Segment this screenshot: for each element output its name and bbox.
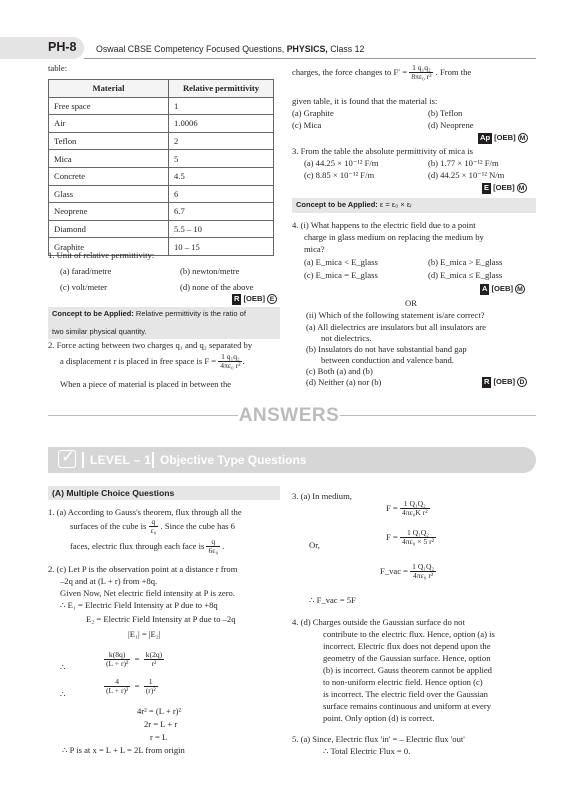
answer-1-line1: 1. (a) According to Gauss's theorem, flux through all the <box>48 507 242 517</box>
therefore-symbol-2: ∴ <box>60 689 66 699</box>
question-1-text: 1. Unit of relative permittivity: <box>48 250 155 260</box>
answer-2-line3: Given Now, Net electric field intensity at P is zero. <box>60 588 236 598</box>
answer-2-line2: –2q and at (L + r) from +8q. <box>60 576 158 586</box>
table-cell: 4.5 <box>169 167 274 185</box>
question-4-line1: 4. (i) What happens to the electric field due to a point <box>292 220 476 230</box>
q3-option-a: (a) 44.25 × 10⁻¹² F/m <box>304 158 379 168</box>
q1-difficulty-tag: R [OEB] E <box>232 294 277 305</box>
table-row <box>49 220 274 238</box>
q1-option-b: (b) newton/metre <box>180 266 240 276</box>
level-label: LEVEL – 1 <box>90 453 152 467</box>
concept-box-2: Concept to be Applied: ε = ε₀ × εᵣ <box>292 198 536 213</box>
answers-heading: ANSWERS <box>238 405 340 426</box>
q4-option-a: (a) E_mica < E_glass <box>304 257 378 267</box>
answer-3-formula1: F = $\frac{\text{1 Q₁Q₂}}{\text{4πε₀K r²}}$ <box>386 499 428 518</box>
answer-4-line9: point. Only option (d) is correct. <box>323 713 435 723</box>
q2-option-d: (d) Neoprene <box>428 120 474 130</box>
answer-3-formula4: ∴ F_vac = 5F <box>309 595 356 605</box>
answer-4-line8: surface remains continuous and uniform at every <box>323 701 491 711</box>
table-cell: Neoprene <box>49 203 169 221</box>
answer-2-eq5: r = L <box>150 732 168 742</box>
table-cell: Mica <box>49 150 169 168</box>
table-cell: Glass <box>49 185 169 203</box>
question-3-text: 3. From the table the absolute permittivity of mica is <box>292 146 473 156</box>
level-subtitle: Objective Type Questions <box>160 453 307 467</box>
table-cell: Air <box>49 115 169 133</box>
q1-option-d: (d) none of the above <box>180 282 254 292</box>
q4-option-c: (c) E_mica = E_glass <box>304 270 378 280</box>
q2-new-force-fraction: $\frac{\text{1 q₁q₂}}{\text{8πε₀ r²}}$ <box>411 63 432 82</box>
table-cell: Concrete <box>49 167 169 185</box>
question-2-line2: a displacement r is placed in free space is F = $\frac{\text{1 q₁q₂}}{\text{4πε₀ r²}}$ . <box>60 352 245 371</box>
q3-option-d: (d) 44.25 × 10⁻¹² N/m <box>428 170 505 180</box>
q3-option-b: (b) 1.77 × 10⁻¹² F/m <box>428 158 499 168</box>
q2-continued: charges, the force changes to F′ = $\frac{\text{1 q₁q₂}}{\text{8πε₀ r²}}$ . From the <box>292 63 472 82</box>
table-header-material: Material <box>49 80 169 98</box>
q4-ii-option-a: (a) All dielectrics are insulators but all insulators are <box>306 322 486 332</box>
question-2-line3: When a piece of material is placed in between the <box>60 379 232 389</box>
q3-option-c: (c) 8.85 × 10⁻¹² F/m <box>304 170 375 180</box>
answer-3-formula3: F_vac = $\frac{\text{1 Q₁Q₂}}{\text{4πε₀ r²}}$ <box>380 562 435 581</box>
page-code: PH-8 <box>48 40 77 54</box>
table-row <box>49 132 274 150</box>
q2-force-fraction: $\frac{\text{1 q₁q₂}}{\text{4πε₀ r²}}$ <box>220 352 241 371</box>
table-row <box>49 167 274 185</box>
answer-2-line4: ∴ E₁ = Electric Field Intensity at P due to +8q <box>60 600 218 610</box>
q2-option-b: (b) Teflon <box>428 108 463 118</box>
section-title: (A) Multiple Choice Questions <box>52 488 175 498</box>
q2-option-a: (a) Graphite <box>292 108 334 118</box>
permittivity-table <box>48 79 274 256</box>
answer-2-eq3: 4r² = (L + r)² <box>137 706 182 716</box>
q4-option-b: (b) E_mica > E_glass <box>428 257 503 267</box>
answer-3-formula2: F = $\frac{\text{1 Q₁Q₂}}{\text{4πε₀ × 5 r²}}$ <box>386 528 434 547</box>
level-divider <box>82 452 84 468</box>
table-cell: 10 – 15 <box>169 238 274 256</box>
table-header-permittivity: Relative permittivity <box>169 80 274 98</box>
q1-option-a: (a) farad/metre <box>60 266 112 276</box>
q4-ii-difficulty-tag: R [OEB] D <box>482 377 527 388</box>
table-cell: Free space <box>49 97 169 115</box>
question-4-line2: charge in glass medium on replacing the medium by <box>304 232 484 242</box>
answer-4-line2: contribute to the electric flux. Hence, option (a) is <box>323 629 495 639</box>
therefore-symbol: ∴ <box>60 662 66 672</box>
q4-ii-option-c: (c) Both (a) and (b) <box>306 366 373 376</box>
answer-2-conclusion: ∴ P is at x = L + L = 2L from origin <box>62 745 185 755</box>
table-row <box>49 185 274 203</box>
q3-difficulty-tag: E [OEB] M <box>482 183 527 194</box>
table-cell: 2 <box>169 132 274 150</box>
table-cell: Graphite <box>49 238 169 256</box>
answer-3-line1: 3. (a) In medium, <box>292 491 352 501</box>
table-row <box>49 97 274 115</box>
answer-4-line3: incorrect. Electric flux does not depend upon the <box>323 641 491 651</box>
answer-4-line4: geometry of the Gaussian surface. Hence, option <box>323 653 491 663</box>
table-cell: 1.0006 <box>169 115 274 133</box>
answer-2-eq4: 2r = L + r <box>144 719 178 729</box>
answer-2-eq1: $\frac{k(8q)}{\text{(L + r)²}}$ = $\frac{k(2q)}{\text{r²}}$ <box>106 650 163 669</box>
concept-box-1: Concept to be Applied: Relative permittivity is the ratio of two similar physical quantity. <box>48 307 280 339</box>
q2-difficulty-tag: Ap [OEB] M <box>478 133 528 144</box>
q1-option-c: (c) volt/meter <box>60 282 108 292</box>
table-cell: 6 <box>169 185 274 203</box>
answer-5-line1: 5. (a) Since, Electric flux 'in' = – Electric flux 'out' <box>292 734 465 744</box>
q4-difficulty-tag: A [OEB] M <box>480 284 525 295</box>
book-title: Oswaal CBSE Competency Focused Questions, PHYSICS, Class 12 <box>96 44 365 54</box>
table-cell: 6.7 <box>169 203 274 221</box>
answer-1-line2: surfaces of the cube is $\frac{q}{\text{ε₀}}$ . Since the cube has 6 <box>70 517 235 536</box>
question-2-line1: 2. Force acting between two charges q₁ and q₂ separated by <box>48 340 253 350</box>
header-rule <box>84 58 536 59</box>
table-row <box>49 150 274 168</box>
q4-ii-option-d: (d) Neither (a) nor (b) <box>306 377 382 387</box>
table-header-row <box>49 80 274 98</box>
q2-continued-line2: given table, it is found that the material is: <box>292 96 438 106</box>
answer-4-line7: is incorrect. The electric field over the Gaussian <box>323 689 488 699</box>
answer-2-line5: E₂ = Electric Field Intensity at P due to –2q <box>86 614 236 624</box>
or-label: Or, <box>309 540 320 550</box>
question-4-line3: mica? <box>304 244 325 254</box>
q4-option-d: (d) E_mica ≤ E_glass <box>428 270 503 280</box>
q4-ii-option-b-cont: between conduction and valence band. <box>321 355 454 365</box>
answer-5-line2: ∴ Total Electric Flux = 0. <box>323 746 411 756</box>
table-intro: table: <box>48 63 68 73</box>
checkbox-icon: ✓ <box>58 450 76 468</box>
table-cell: 5.5 – 10 <box>169 220 274 238</box>
answer-2-line1: 2. (c) Let P is the observation point at a distance r from <box>48 564 238 574</box>
or-separator: OR <box>405 298 417 308</box>
table-cell: Diamond <box>49 220 169 238</box>
answers-rule-right <box>340 415 536 416</box>
answer-1-line3: faces, electric flux through each face is $\frac{q}{\text{6ε₀}}$ . <box>70 537 225 556</box>
answer-2-line6: |E₁| = |E₂| <box>128 629 161 639</box>
answer-4-line5: (b) is incorrect. Gauss theorem cannot be applied <box>323 665 492 675</box>
table-cell: Teflon <box>49 132 169 150</box>
table-row <box>49 203 274 221</box>
table-row <box>49 115 274 133</box>
answer-4-line6: to non-uniform electric field. Hence option (c) <box>323 677 483 687</box>
table-cell: 1 <box>169 97 274 115</box>
q4-ii-option-a-cont: not dielectrics. <box>321 333 372 343</box>
q4-part-ii: (ii) Which of the following statement is/are correct? <box>306 310 485 320</box>
q2-option-c: (c) Mica <box>292 120 322 130</box>
level-separator <box>152 452 154 468</box>
q4-ii-option-b: (b) Insulators do not have substantial band gap <box>306 344 467 354</box>
table-cell: 5 <box>169 150 274 168</box>
answer-2-eq2: $\frac{4}{\text{(L + r)²}}$ = $\frac{1}{\text{(r)²}}$ <box>106 677 156 696</box>
answer-4-line1: 4. (d) Charges outside the Gaussian surface do not <box>292 617 465 627</box>
